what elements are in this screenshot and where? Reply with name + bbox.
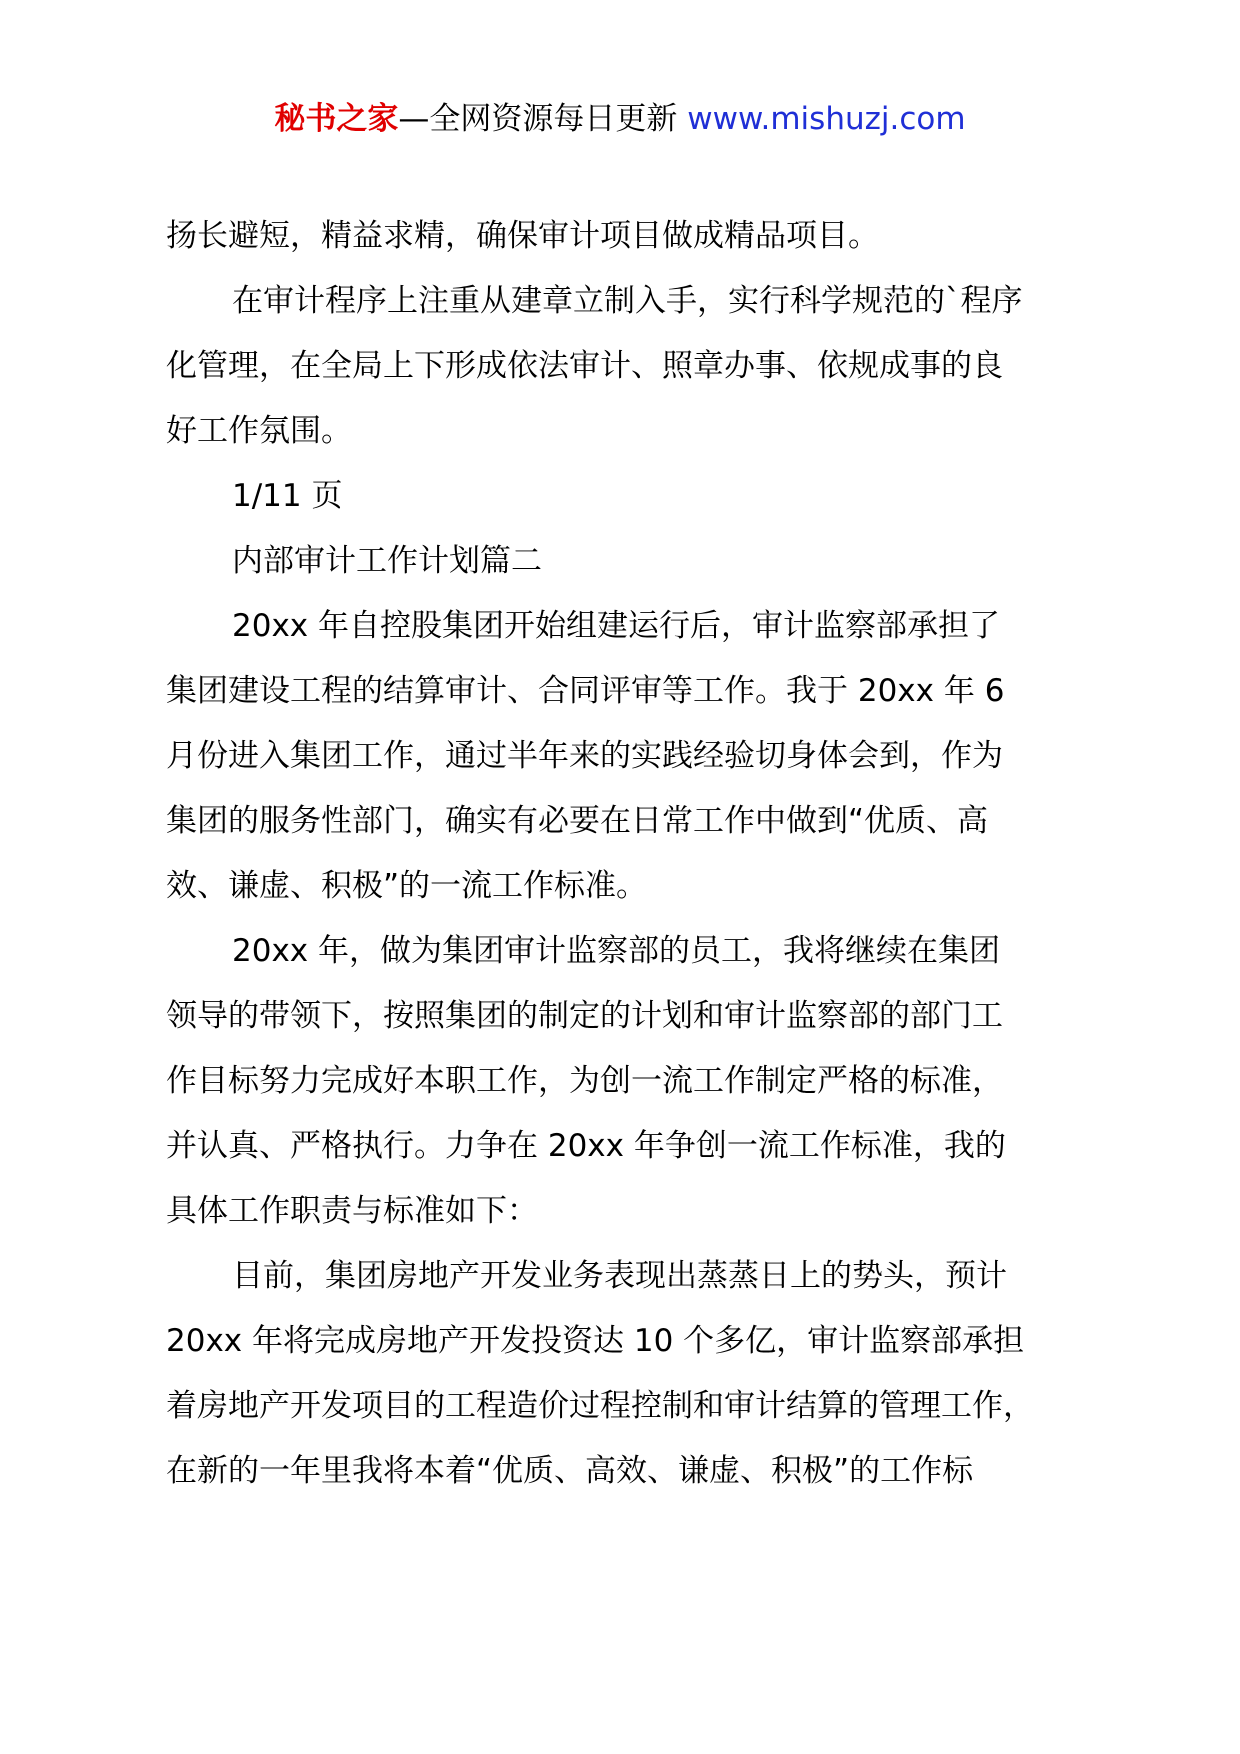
text-line: 扬长避短，精益求精，确保审计项目做成精品项目。 [166,218,879,254]
text-line: 20xx 年将完成房地产开发投资达 10 个多亿，审计监察部承担 [166,1323,1025,1359]
text-line: 目前，集团房地产开发业务表现出蒸蒸日上的势头，预计 [232,1258,1007,1294]
text-line: 作目标努力完成好本职工作，为创一流工作制定严格的标准， [166,1063,1003,1099]
text-line: 化管理，在全局上下形成依法审计、照章办事、依规成事的良 [166,348,1003,384]
section-title: 内部审计工作计划篇二 [232,543,542,579]
header-brand: 秘书之家 [274,101,399,137]
text-line: 在审计程序上注重从建章立制入手，实行科学规范的`程序 [232,283,1023,319]
text-line: 具体工作职责与标准如下： [166,1193,538,1229]
text-line: 集团建设工程的结算审计、合同评审等工作。我于 20xx 年 6 [166,673,1005,709]
header-slogan: —全网资源每日更新 [398,101,678,137]
text-line: 领导的带领下，按照集团的制定的计划和审计监察部的部门工 [166,998,1003,1034]
text-line: 好工作氛围。 [166,413,352,449]
text-line: 集团的服务性部门，确实有必要在日常工作中做到“优质、高 [166,803,989,839]
page-header [0,96,1240,142]
text-line: 在新的一年里我将本着“优质、高效、谦虚、积极”的工作标 [166,1453,974,1489]
text-line: 20xx 年，做为集团审计监察部的员工，我将继续在集团 [232,933,1000,969]
header-url-link[interactable]: www.mishuzj.com [687,101,966,137]
page-number: 1/11 页 [232,478,343,514]
text-line: 20xx 年自控股集团开始组建运行后，审计监察部承担了 [232,608,1000,644]
text-line: 着房地产开发项目的工程造价过程控制和审计结算的管理工作， [166,1388,1034,1424]
text-line: 效、谦虚、积极”的一流工作标准。 [166,868,648,904]
text-line: 并认真、严格执行。力争在 20xx 年争创一流工作标准，我的 [166,1128,1006,1164]
document-body [166,204,1082,1504]
text-line: 月份进入集团工作，通过半年来的实践经验切身体会到，作为 [166,738,1003,774]
